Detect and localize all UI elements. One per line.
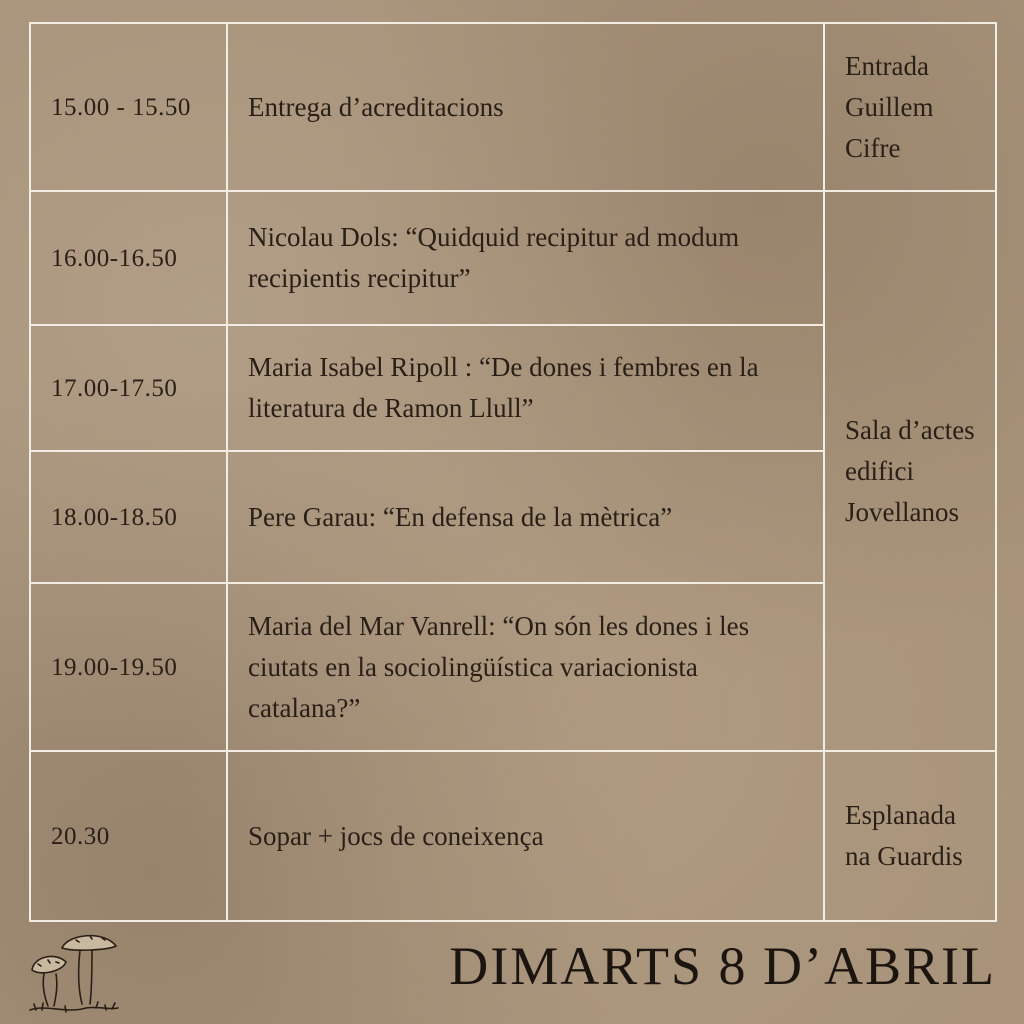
event-cell: Nicolau Dols: “Quidquid recipitur ad modum recipientis recipitur”: [227, 191, 824, 325]
event-cell: Maria del Mar Vanrell: “On són les dones i les ciutats en la sociolingüística variacionista catalana?”: [227, 583, 824, 751]
event-cell: Entrega d’acreditacions: [227, 23, 824, 191]
schedule-row: [30, 191, 996, 325]
schedule-table: [29, 22, 997, 922]
time-cell: 17.00-17.50: [30, 325, 227, 451]
page-title: DIMARTS 8 D’ABRIL: [449, 936, 996, 996]
time-cell: 19.00-19.50: [30, 583, 227, 751]
time-cell: 20.30: [30, 751, 227, 921]
place-cell: Esplanada na Guardis: [824, 751, 996, 921]
place-cell: Entrada Guillem Cifre: [824, 23, 996, 191]
place-cell: Sala d’actes edifici Jovellanos: [824, 191, 996, 751]
time-cell: 16.00-16.50: [30, 191, 227, 325]
event-cell: Pere Garau: “En defensa de la mètrica”: [227, 451, 824, 583]
time-cell: 18.00-18.50: [30, 451, 227, 583]
schedule-row: [30, 23, 996, 191]
event-cell: Sopar + jocs de coneixença: [227, 751, 824, 921]
time-cell: 15.00 - 15.50: [30, 23, 227, 191]
mushroom-icon: [26, 928, 120, 1016]
event-cell: Maria Isabel Ripoll : “De dones i fembres en la literatura de Ramon Llull”: [227, 325, 824, 451]
schedule-row: [30, 751, 996, 921]
